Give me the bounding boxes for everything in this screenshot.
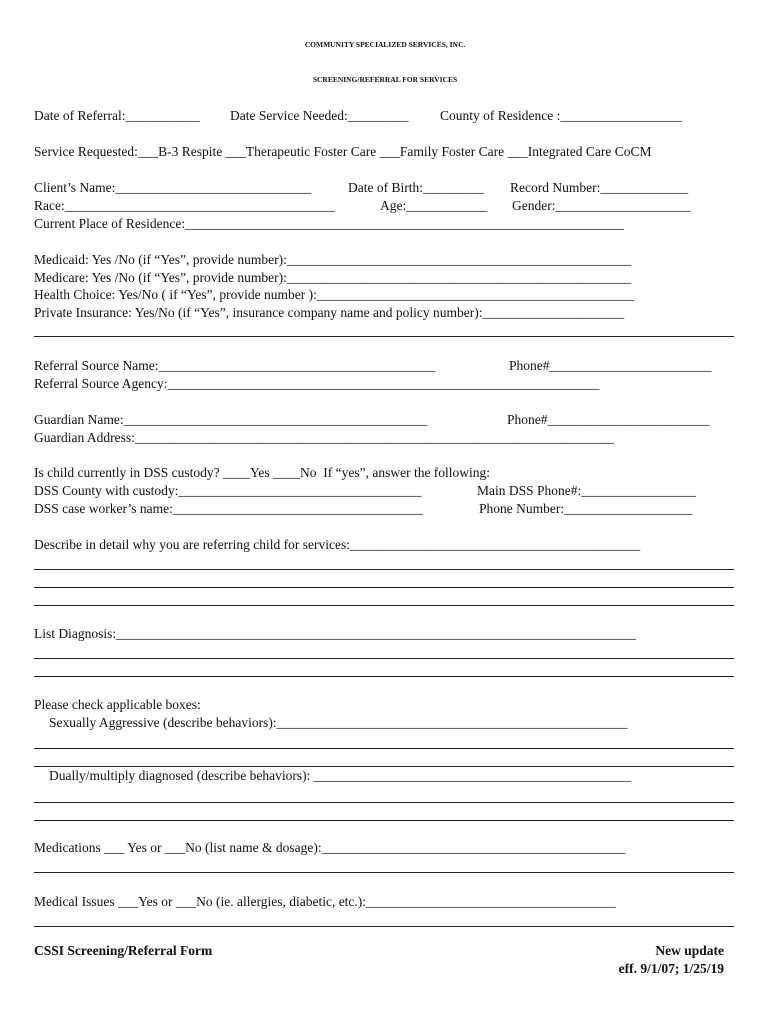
update-label: New update <box>655 943 724 958</box>
dss-county-field[interactable]: DSS County with custody:____________________________________ <box>34 483 422 498</box>
blank-line[interactable] <box>34 766 734 767</box>
date-service-needed-field[interactable]: Date Service Needed:_________ <box>230 108 409 123</box>
blank-line[interactable] <box>34 569 734 570</box>
medicare-field[interactable]: Medicare: Yes /No (if “Yes”, provide number):___________________________________________________ <box>34 270 632 285</box>
check-boxes-label: Please check applicable boxes: <box>34 697 201 712</box>
referral-source-agency-field[interactable]: Referral Source Agency:________________________________________________________________ <box>34 376 600 391</box>
blank-line[interactable] <box>34 748 734 749</box>
blank-line[interactable] <box>34 802 734 803</box>
dually-diagnosed-field[interactable]: Dually/multiply diagnosed (describe behaviors): _______________________________________________ <box>49 768 631 783</box>
service-requested-field[interactable]: Service Requested:___B-3 Respite ___Therapeutic Foster Care ___Family Foster Care ___Integrated Care CoCM <box>34 144 652 159</box>
dss-phone-number-field[interactable]: Phone Number:___________________ <box>479 501 693 516</box>
guardian-phone-field[interactable]: Phone#________________________ <box>507 412 710 427</box>
county-of-residence-field[interactable]: County of Residence :__________________ <box>440 108 682 123</box>
medications-field[interactable]: Medications ___ Yes or ___No (list name & dosage):_____________________________________________ <box>34 840 626 855</box>
blank-line[interactable] <box>34 605 734 606</box>
company-name: COMMUNITY SPECIALIZED SERVICES, INC. <box>304 40 466 49</box>
current-residence-field[interactable]: Current Place of Residence:_________________________________________________________________ <box>34 216 624 231</box>
blank-line[interactable] <box>34 658 734 659</box>
sexually-aggressive-field[interactable]: Sexually Aggressive (describe behaviors):____________________________________________________ <box>49 715 628 730</box>
form-title: SCREENING/REFERRAL FOR SERVICES <box>312 75 458 84</box>
blank-line[interactable] <box>34 676 734 677</box>
blank-line[interactable] <box>34 872 734 873</box>
medicaid-field[interactable]: Medicaid: Yes /No (if “Yes”, provide number):___________________________________________________ <box>34 252 632 267</box>
dss-case-worker-field[interactable]: DSS case worker’s name:_____________________________________ <box>34 501 423 516</box>
referral-source-name-field[interactable]: Referral Source Name:_________________________________________ <box>34 358 436 373</box>
private-insurance-field[interactable]: Private Insurance: Yes/No (if “Yes”, insurance company name and policy number):_____________________ <box>34 305 625 320</box>
date-of-referral-field[interactable]: Date of Referral:___________ <box>34 108 200 123</box>
race-field[interactable]: Race:________________________________________ <box>34 198 335 213</box>
blank-line[interactable] <box>34 336 734 337</box>
guardian-name-field[interactable]: Guardian Name:_____________________________________________ <box>34 412 428 427</box>
dss-custody-question[interactable]: Is child currently in DSS custody? ____Yes ____No If “yes”, answer the following: <box>34 465 491 480</box>
gender-field[interactable]: Gender:____________________ <box>512 198 691 213</box>
guardian-address-field[interactable]: Guardian Address:_______________________________________________________________________ <box>34 430 615 445</box>
form-name-footer: CSSI Screening/Referral Form <box>34 943 213 958</box>
record-number-field[interactable]: Record Number:_____________ <box>510 180 689 195</box>
date-of-birth-field[interactable]: Date of Birth:_________ <box>348 180 484 195</box>
health-choice-field[interactable]: Health Choice: Yes/No ( if “Yes”, provide number ):_______________________________________________ <box>34 287 635 302</box>
clients-name-field[interactable]: Client’s Name:_____________________________ <box>34 180 312 195</box>
describe-referral-field[interactable]: Describe in detail why you are referring child for services:___________________________________________ <box>34 537 641 552</box>
referral-source-phone-field[interactable]: Phone#________________________ <box>509 358 712 373</box>
age-field[interactable]: Age:____________ <box>380 198 488 213</box>
blank-line[interactable] <box>34 587 734 588</box>
list-diagnosis-field[interactable]: List Diagnosis:_____________________________________________________________________________ <box>34 626 636 641</box>
main-dss-phone-field[interactable]: Main DSS Phone#:_________________ <box>477 483 697 498</box>
update-dates: eff. 9/1/07; 1/25/19 <box>618 961 724 976</box>
blank-line[interactable] <box>34 926 734 927</box>
blank-line[interactable] <box>34 820 734 821</box>
medical-issues-field[interactable]: Medical Issues ___Yes or ___No (ie. allergies, diabetic, etc.):_____________________________________ <box>34 894 616 909</box>
